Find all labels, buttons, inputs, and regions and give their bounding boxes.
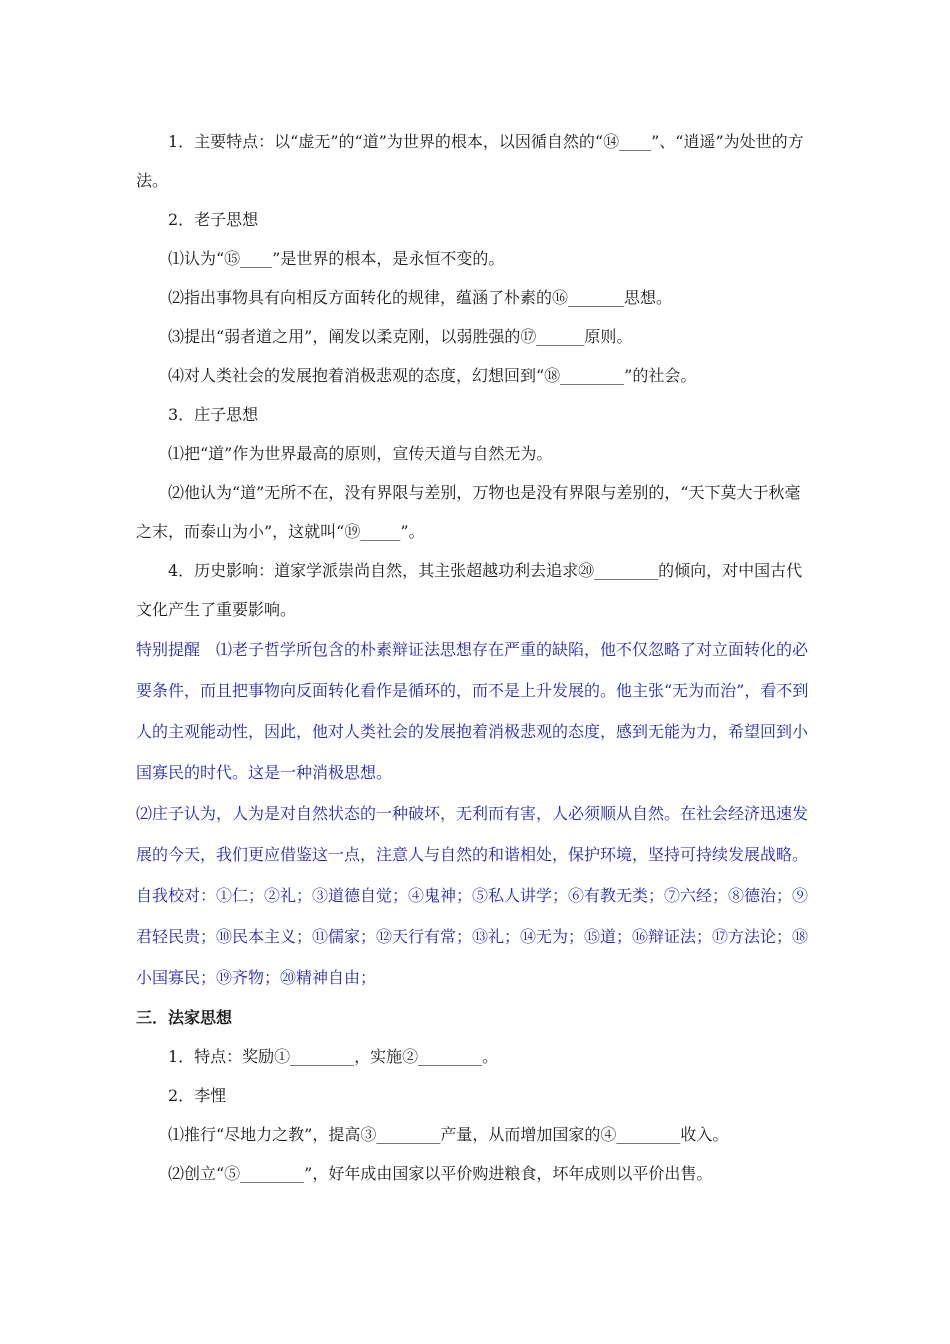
zhuangzi-point-1: ⑴把“道”作为世界最高的原则，宣传天道与自然无为。 <box>168 444 553 463</box>
reminder-paragraph-2: ⑵庄子认为，人为是对自然状态的一种破坏，无利而有害，人必须顺从自然。在社会经济迅速发展的今天，我们更应借鉴这一点，注意人与自然的和谐相处，保护环境，坚持可持续发展战略。 <box>136 804 809 864</box>
laozi-title: 2．老子思想 <box>168 210 259 229</box>
laozi-point-4: ⑷对人类社会的发展抱着消极悲观的态度，幻想回到“⑱________”的社会。 <box>168 366 697 385</box>
laozi-point-3: ⑶提出“弱者道之用”，阐发以柔克刚，以弱胜强的⑰______原则。 <box>168 327 633 346</box>
reminder-paragraph-1: 特别提醒 ⑴老子哲学所包含的朴素辩证法思想存在严重的缺陷，他不仅忽略了对立面转化的必要条件，而且把事物向反面转化看作是循环的，而不是上升发展的。他主张“无为而治”，看不到人的主观能动性，因此，他对人类社会的发展抱着消极悲观的态度，感到无能为力，希望回到小国寡民的时代。这是一种消极思想。 <box>136 640 809 782</box>
li-kui-point-1: ⑴推行“尽地力之教”，提高③________产量，从而增加国家的④________收入。 <box>168 1125 729 1144</box>
daoist-item-4: 4．历史影响：道家学派崇尚自然，其主张超越功利去追求⑳________的倾向，对中国古代文化产生了重要影响。 <box>136 561 803 619</box>
daoist-section <box>136 122 816 629</box>
laozi-point-1: ⑴认为“⑮____”是世界的根本，是永恒不变的。 <box>168 249 505 268</box>
legalist-heading: 三．法家思想 <box>136 1008 233 1027</box>
zhuangzi-title: 3．庄子思想 <box>168 405 259 424</box>
reminder-section <box>136 629 816 998</box>
legalist-section <box>136 998 816 1193</box>
li-kui-point-2: ⑵创立“⑤________”，好年成由国家以平价购进粮食，坏年成则以平价出售。 <box>168 1164 713 1183</box>
legalist-item-1: 1．特点：奖励①________，实施②________。 <box>168 1047 499 1066</box>
document-body <box>136 122 816 1193</box>
li-kui-title: 2．李悝 <box>168 1086 227 1105</box>
zhuangzi-point-2: ⑵他认为“道”无所不在，没有界限与差别，万物也是没有界限与差别的，“天下莫大于秋毫之末，而泰山为小”，这就叫“⑲_____”。 <box>136 483 801 541</box>
daoist-item-1: 1．主要特点：以“虚无”的“道”为世界的根本，以因循自然的“⑭____”、“逍遥”为处世的方法。 <box>136 132 804 190</box>
laozi-point-2: ⑵指出事物具有向相反方面转化的规律，蕴涵了朴素的⑯_______思想。 <box>168 288 673 307</box>
self-check-answers: 自我校对：①仁；②礼；③道德自觉；④鬼神；⑤私人讲学；⑥有教无类；⑦六经；⑧德治；⑨君轻民贵；⑩民本主义；⑪儒家；⑫天行有常；⑬礼；⑭无为；⑮道；⑯辩证法；⑰方法论；⑱小国寡民；⑲齐物；⑳精神自由； <box>136 886 809 987</box>
